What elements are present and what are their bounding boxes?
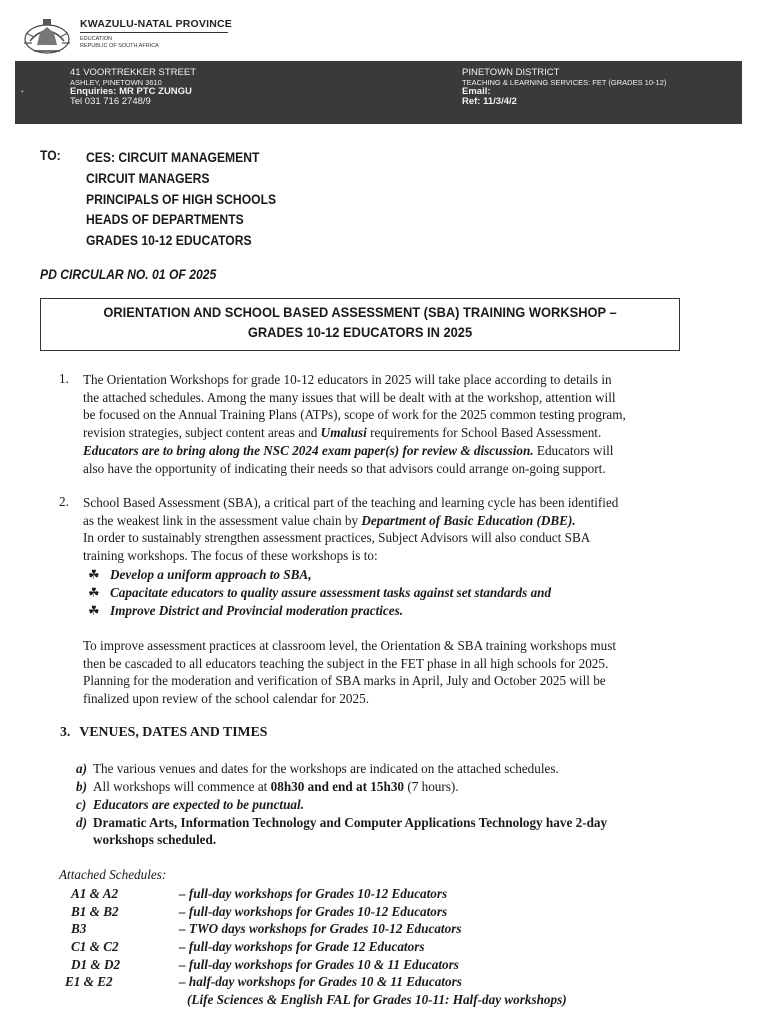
- document-title: [40, 298, 680, 351]
- text-run: Educators will: [533, 442, 614, 458]
- exam-paper-instruction: Educators are to bring along the NSC 2024 exam paper(s) for review & discussion.: [83, 442, 534, 458]
- paragraph-line: To improve assessment practices at classroom level, the Orientation & SBA training workshops must: [83, 638, 617, 653]
- text-run: as the weakest link in the assessment value chain by: [83, 512, 362, 528]
- section-heading-text: VENUES, DATES AND TIMES: [79, 724, 268, 739]
- paragraph-line: the attached schedules. Among the many issues that will be dealt with at the workshop, attention will: [83, 389, 616, 405]
- enquiries-contact: Enquiries: MR PTC ZUNGU: [70, 86, 192, 97]
- list-item: [88, 566, 551, 584]
- dbe-emphasis: Department of Basic Education (DBE).: [361, 512, 576, 528]
- address-block: [70, 68, 196, 106]
- paragraph-line: Planning for the moderation and verification of SBA marks in April, July and October 2025 will be: [83, 673, 606, 689]
- paragraph-line: [83, 424, 626, 442]
- paragraph-line: finalized upon review of the school calendar for 2025.: [83, 691, 369, 707]
- schedule-code: D1 & D2: [71, 957, 121, 972]
- province-name: KWAZULU-NATAL PROVINCE: [80, 18, 232, 30]
- item-text: Dramatic Arts, Information Technology and Computer Applications Technology have 2-day: [93, 815, 608, 830]
- paragraph-line: training workshops. The focus of these workshops is to:: [83, 548, 378, 564]
- paragraph-line: be focused on the Annual Training Plans (ATPs), scope of work for the 2025 common testing program,: [83, 407, 626, 423]
- section-2-paragraph: [83, 494, 618, 565]
- paragraph-line: The Orientation Workshops for grade 10-12 educators in 2025 will take place according to details in: [83, 372, 612, 387]
- schedule-description: – full-day workshops for Grade 12 Educators: [179, 939, 425, 954]
- item-text: The various venues and dates for the workshops are indicated on the attached schedules.: [93, 761, 559, 776]
- reference-number: Ref: 11/3/4/2: [462, 95, 517, 107]
- section-3-heading: [60, 724, 276, 740]
- recipient-item: CIRCUIT MANAGERS: [86, 170, 210, 186]
- circular-number: PD CIRCULAR NO. 01 OF 2025: [40, 267, 217, 282]
- list-item: [88, 602, 551, 620]
- street-address: 41 VOORTREKKER STREET: [70, 67, 196, 78]
- item-letter: c): [76, 797, 87, 812]
- letterhead-rule: [80, 32, 228, 33]
- item-text: Educators are expected to be punctual.: [93, 797, 304, 812]
- coat-of-arms-icon: [20, 15, 74, 57]
- district-block: [462, 68, 666, 106]
- schedule-code: B1 & B2: [71, 904, 119, 919]
- schedule-description: – full-day workshops for Grades 10-12 Educators: [179, 904, 448, 919]
- list-item: [88, 584, 551, 602]
- recipient-list: [86, 148, 276, 252]
- cascading-paragraph: [83, 637, 616, 708]
- pointing-hand-icon: ☘: [88, 567, 100, 582]
- text-run: requirements for School Based Assessment.: [366, 425, 602, 441]
- workshop-times: 08h30 and end at 15h30: [270, 779, 405, 794]
- paragraph-line: [83, 442, 626, 460]
- item-text: (7 hours).: [404, 779, 459, 794]
- section-number: 3.: [60, 724, 71, 739]
- schedule-code: A1 & A2: [71, 886, 119, 901]
- schedules-heading: Attached Schedules:: [59, 867, 167, 882]
- banner-dot: •: [21, 87, 24, 96]
- paragraph-line: School Based Assessment (SBA), a critical part of the teaching and learning cycle has been identified: [83, 495, 619, 510]
- section-number: 2.: [59, 494, 69, 509]
- title-line-2: GRADES 10-12 EDUCATORS IN 2025: [247, 324, 473, 340]
- paragraph-line: then be cascaded to all educators teaching the subject in the FET phase in all high schools for 2025.: [83, 655, 609, 671]
- list-item: [76, 797, 304, 813]
- pointing-hand-icon: ☘: [88, 584, 100, 600]
- bullet-text: Capacitate educators to quality assure assessment tasks against set standards and: [110, 584, 552, 600]
- paragraph-line: [83, 512, 618, 530]
- focus-bullet-list: [88, 566, 551, 619]
- district-name: PINETOWN DISTRICT: [462, 67, 560, 78]
- list-item-continuation: workshops scheduled.: [93, 832, 217, 847]
- item-letter: a): [76, 761, 87, 776]
- paragraph-line: In order to sustainably strengthen assessment practices, Subject Advisors will also conduct SBA: [83, 530, 591, 546]
- recipient-item: CES: CIRCUIT MANAGEMENT: [86, 150, 260, 165]
- to-label: TO:: [40, 148, 61, 163]
- list-item: [76, 761, 559, 777]
- schedule-note: (Life Sciences & English FAL for Grades 10-11: Half-day workshops): [187, 992, 567, 1007]
- department-name: [80, 36, 159, 49]
- address-banner: [15, 61, 742, 124]
- schedule-code: E1 & E2: [65, 974, 113, 989]
- section-1-paragraph: [83, 371, 626, 477]
- title-line-1: ORIENTATION AND SCHOOL BASED ASSESSMENT (SBA) TRAINING WORKSHOP –: [103, 304, 617, 320]
- schedule-description: – TWO days workshops for Grades 10-12 Educators: [179, 921, 462, 936]
- directorate-name: TEACHING & LEARNING SERVICES: FET (GRADES 10-12): [462, 77, 667, 87]
- paragraph-line: also have the opportunity of indicating their needs so that advisors could arrange on-going support.: [83, 460, 606, 476]
- pointing-hand-icon: ☘: [88, 602, 100, 618]
- schedule-description: – full-day workshops for Grades 10 & 11 Educators: [179, 957, 459, 972]
- recipient-item: GRADES 10-12 EDUCATORS: [86, 233, 252, 249]
- umalusi-emphasis: Umalusi: [320, 425, 367, 441]
- item-letter: d): [76, 815, 87, 830]
- schedule-description: – full-day workshops for Grades 10-12 Educators: [179, 886, 448, 901]
- bullet-text: Improve District and Provincial moderation practices.: [110, 602, 404, 618]
- item-letter: b): [76, 779, 87, 794]
- email-label: Email:: [462, 86, 491, 97]
- text-run: revision strategies, subject content areas and: [83, 425, 321, 441]
- schedule-code: C1 & C2: [71, 939, 119, 954]
- recipient-item: PRINCIPALS OF HIGH SCHOOLS: [86, 191, 277, 207]
- item-text: All workshops will commence at: [93, 779, 271, 794]
- section-number: 1.: [59, 371, 69, 386]
- schedule-code: B3: [71, 921, 87, 936]
- list-item: [76, 779, 459, 795]
- schedule-description: – half-day workshops for Grades 10 & 11 Educators: [179, 974, 462, 989]
- telephone-number: Tel 031 716 2748/9: [70, 95, 151, 107]
- country-line: REPUBLIC OF SOUTH AFRICA: [80, 42, 159, 49]
- bullet-text: Develop a uniform approach to SBA,: [110, 567, 312, 582]
- list-item: [76, 815, 607, 831]
- suburb-address: ASHLEY, PINETOWN 3610: [70, 77, 162, 87]
- recipient-item: HEADS OF DEPARTMENTS: [86, 212, 244, 228]
- department-line: EDUCATION: [80, 36, 112, 42]
